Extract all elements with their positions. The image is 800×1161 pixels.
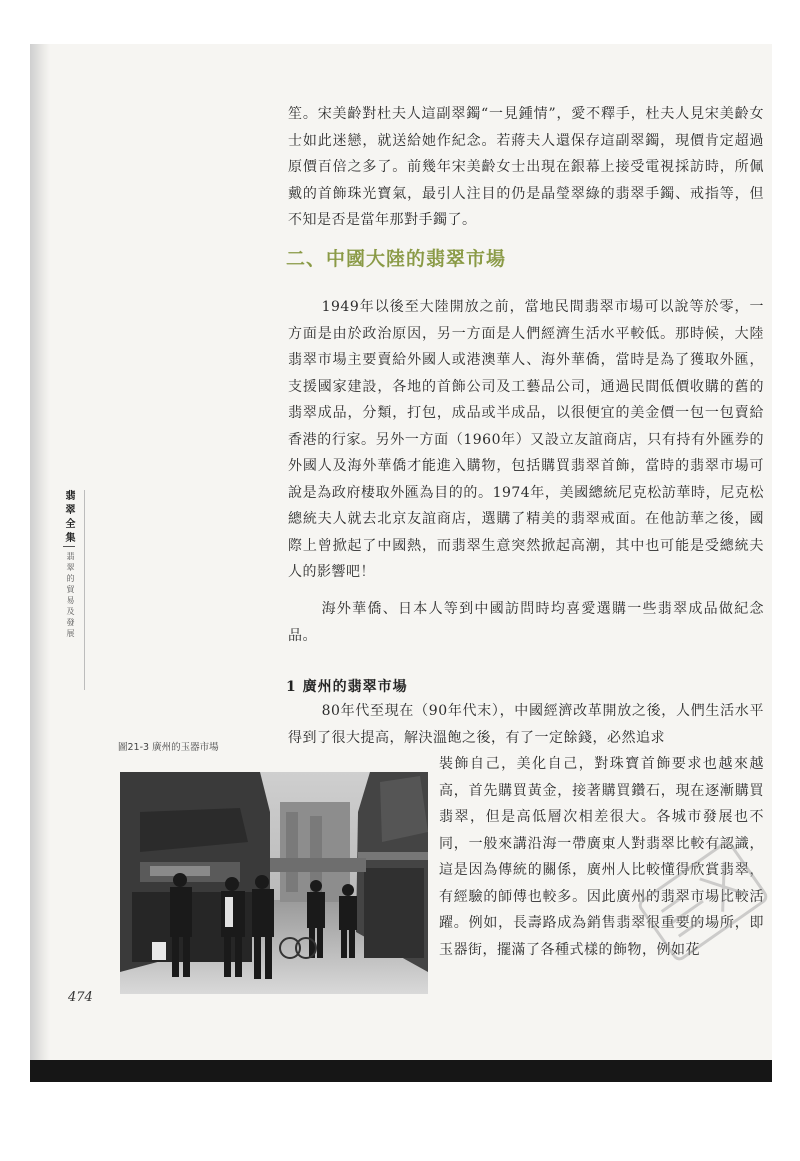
subsection-paragraph-wrap: 裝飾自己，美化自己，對珠寶首飾要求也越來越高，首先購買黃金，接著購買鑽石，現在逐漸購買翡翠，但是高低層次相差很大。各城市發展也不同，一般來講沿海一帶廣東人對翡翠比較有認識，這是因為傳統的關係，廣州人比較懂得欣賞翡翠，有經驗的師傅也較多。因此廣州的翡翠市場比較活躍。例如，長壽路成為銷售翡翠很重要的場所，即玉器街，擺滿了各種式樣的飾物，例如花: [439, 756, 764, 958]
intro-paragraph: 笙。宋美齡對杜夫人這副翠鐲“一見鍾情”，愛不釋手，杜夫人見宋美齡女士如此迷戀，就送給她作紀念。若蔣夫人還保存這副翠鐲，現價肯定超過原價百倍之多了。前幾年宋美齡女士出現在銀幕上接受電視採訪時，所佩戴的首飾珠光寶氣，最引人注目的仍是晶瑩翠綠的翡翠手鐲、戒指等，但不知是否是當年那對手鐲了。: [288, 106, 764, 228]
book-title: 翡翠全集: [63, 490, 74, 546]
section-paragraph-2: 海外華僑、日本人等到中國訪問時均喜愛選購一些翡翠成品做紀念品。: [288, 601, 764, 644]
subsection-paragraph-top: 80年代至現在（90年代末），中國經濟改革開放之後，人們生活水平得到了很大提高，解決溫飽之後，有了一定餘錢，必然追求: [288, 703, 764, 746]
watermark-logo: [628, 826, 778, 976]
market-street-photo: [120, 772, 428, 994]
section-paragraph-1: 1949年以後至大陸開放之前，當地民間翡翠市場可以說等於零，一方面是由於政治原因，另一方面是人們經濟生活水平較低。那時候，大陸翡翠市場主要賣給外國人或港澳華人、海外華僑，當時是為了獲取外匯，支援國家建設，各地的首飾公司及工藝品公司，通過民間低價收購的舊的翡翠成品，分類，打包，成品或半成品，以很便宜的美金價一包一包賣給香港的行家。另外一方面（1960年）又設立友誼商店，只有持有外匯券的外國人及海外華僑才能進入購物，包括購買翡翠首飾，當時的翡翠市場可說是為政府棲取外匯為目的的。1974年，美國總統尼克松訪華時，尼克松總統夫人就去北京友誼商店，選購了精美的翡翠戒面。在他訪華之後，國際上曾掀起了中國熱，而翡翠生意突然掀起高潮，其中也可能是受總統夫人的影響吧！: [288, 299, 764, 580]
page-number: 474: [68, 990, 93, 1005]
chapter-title: 翡翠的貿易及發展: [66, 552, 75, 640]
subsection-heading: 1 廣州的翡翠市場: [286, 679, 408, 695]
figure-caption: 圖21-3 廣州的玉器市場: [118, 742, 219, 753]
spine-shadow: [30, 44, 50, 1080]
section-heading: 二、中國大陸的翡翠市場: [286, 248, 507, 270]
scan-bottom-edge: [30, 1060, 772, 1082]
side-chapter-tab: [54, 490, 85, 690]
tab-divider: [63, 546, 75, 547]
